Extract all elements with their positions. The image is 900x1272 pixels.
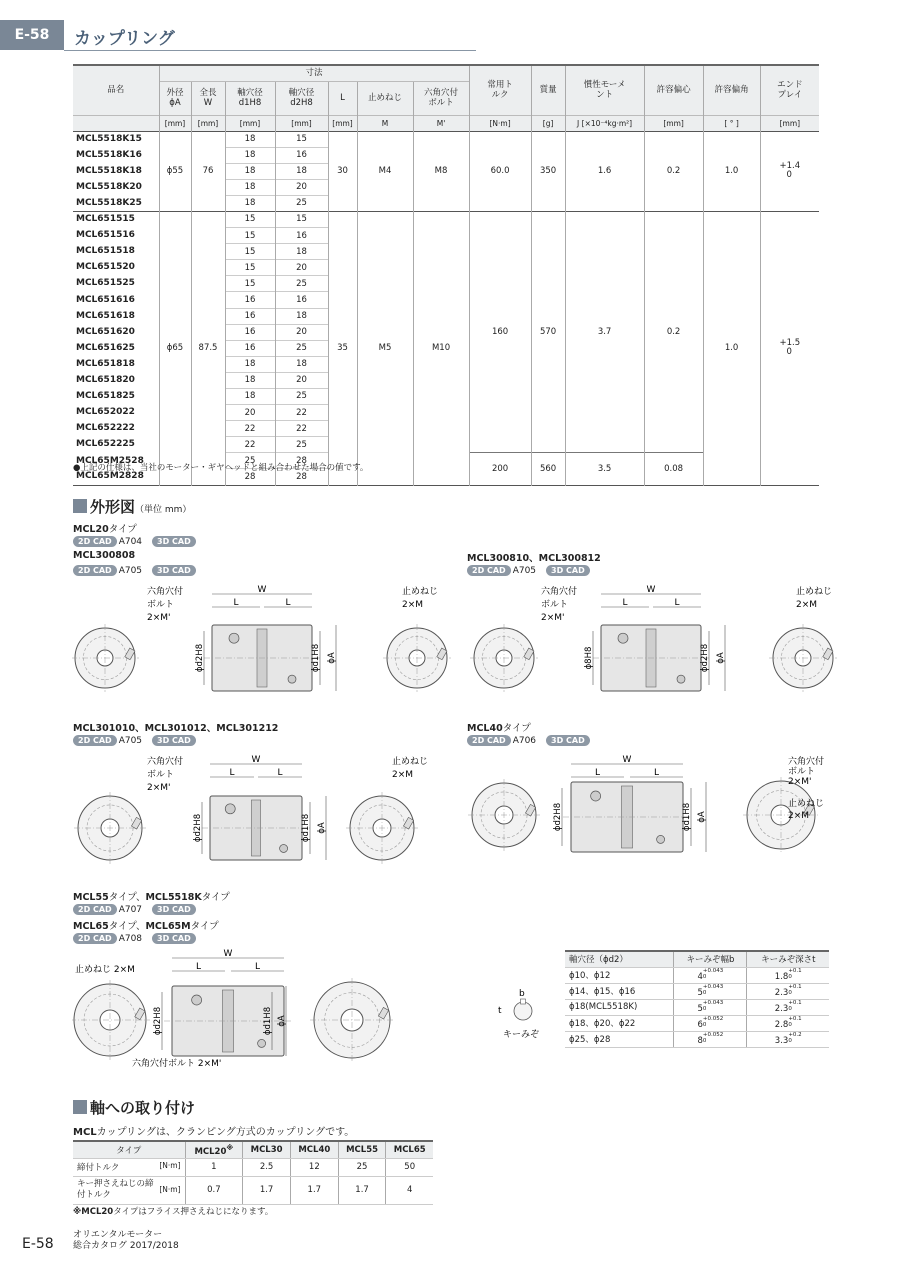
- spec-cell: 25: [275, 437, 328, 453]
- table-row: [565, 967, 829, 983]
- spec-cell: 0.2: [644, 131, 703, 211]
- unit-cell: [mm]: [644, 115, 703, 131]
- dim-d-right: ϕd1H8: [682, 802, 692, 832]
- spec-cell: 15: [225, 228, 275, 244]
- cad-row-mcl300810: 2D CAD A705 3D CAD: [467, 565, 592, 576]
- setscrew-label: 止めねじ: [796, 587, 833, 597]
- dim-d-left: ϕd2H8: [153, 1006, 163, 1036]
- spec-cell: 15: [225, 276, 275, 292]
- spec-cell: 20: [275, 324, 328, 340]
- kt-head: キーみぞ幅b: [674, 951, 747, 967]
- hex-bolt-label: ボルト: [147, 600, 175, 610]
- spec-cell: 16: [225, 340, 275, 356]
- bolt-icon: [280, 844, 288, 852]
- model-mcl300810: MCL300810、MCL300812: [467, 553, 601, 564]
- spec-cell: 1.0: [703, 131, 760, 211]
- spec-cell: M10: [413, 211, 469, 485]
- spec-cell: 18: [225, 147, 275, 163]
- head-setscrew: 止めねじ: [357, 81, 413, 115]
- kt-cell: ϕ25、ϕ28: [565, 1031, 674, 1047]
- dim-d-right: ϕd2H8: [700, 643, 710, 673]
- spec-cell: 20: [275, 260, 328, 276]
- dim-w: W: [622, 755, 632, 765]
- mount-heading: 軸への取り付け: [73, 1097, 195, 1118]
- part-number: MCL652022: [76, 407, 135, 418]
- spec-cell: 25: [275, 389, 328, 405]
- bolt-icon: [288, 675, 296, 683]
- cad-2d-badge[interactable]: 2D CAD: [73, 933, 117, 944]
- drawing-mcl20: [72, 580, 452, 705]
- kt-cell: 2.3+0.1 0: [747, 983, 829, 999]
- spec-cell: 160: [469, 211, 531, 452]
- spec-cell: 570: [531, 211, 565, 452]
- spec-cell: 3.5: [565, 453, 644, 485]
- dim-l: L: [285, 598, 291, 608]
- dim-d-left: ϕd2H8: [193, 813, 203, 843]
- spec-cell: 18: [275, 356, 328, 372]
- part-number: MCL651525: [76, 278, 135, 289]
- cad-3d-badge[interactable]: 3D CAD: [546, 735, 590, 746]
- spec-cell: 15: [275, 131, 328, 147]
- part-number: MCL651516: [76, 230, 135, 241]
- bolt-icon: [677, 675, 685, 683]
- spec-cell: 25: [275, 276, 328, 292]
- spec-cell: 18: [275, 308, 328, 324]
- spec-cell: M8: [413, 131, 469, 211]
- head-length: 全長 W: [191, 81, 225, 115]
- unit-cell: M': [413, 115, 469, 131]
- kt-cell: ϕ14、ϕ15、ϕ16: [565, 983, 674, 999]
- tt-cell: 1: [185, 1158, 243, 1176]
- dim-w: W: [223, 949, 233, 959]
- spec-cell: 16: [275, 292, 328, 308]
- table-row: [565, 999, 829, 1015]
- dim-d-left: ϕd2H8: [195, 643, 205, 673]
- spec-cell: 18: [225, 356, 275, 372]
- cad-row-mcl65: 2D CAD A708 3D CAD: [73, 933, 198, 944]
- table-row: [565, 1031, 829, 1047]
- dim-d-right: ϕd1H8: [301, 813, 311, 843]
- dim-l: L: [254, 962, 261, 972]
- tt-cell: 12: [290, 1158, 338, 1176]
- hex-bolt-label: 六角穴付: [541, 587, 578, 597]
- part-number: MCL65M2828: [76, 471, 144, 482]
- spec-cell: 30: [328, 131, 357, 211]
- head-angular: 許容偏角: [703, 65, 760, 115]
- keyway-label: キーみぞ: [503, 1030, 540, 1040]
- spec-cell: 560: [531, 453, 565, 485]
- spec-cell: 1.0: [703, 211, 760, 485]
- spec-cell: 28: [275, 469, 328, 485]
- part-number: MCL651518: [76, 246, 135, 257]
- setscrew-size: 2×M: [796, 600, 818, 610]
- page-title: カップリング: [74, 29, 175, 49]
- hex-bolt-label: ボルト: [788, 767, 816, 777]
- cad-row-mcl55: 2D CAD A707 3D CAD: [73, 904, 198, 915]
- unit-cell: [ ° ]: [703, 115, 760, 131]
- drawing-mcl40: [466, 750, 846, 875]
- spec-cell: 18: [275, 163, 328, 179]
- spec-cell: M4: [357, 131, 413, 211]
- tt-cell: 25: [338, 1158, 386, 1176]
- tt-head: MCL40: [290, 1141, 338, 1158]
- part-number: MCL5518K20: [76, 181, 142, 192]
- drawing-mcl3010: [72, 750, 452, 875]
- setscrew-size: 2×M: [392, 770, 414, 780]
- part-number: MCL65M2528: [76, 455, 144, 466]
- model-mcl65: MCL65タイプ、MCL65Mタイプ: [73, 921, 219, 932]
- setscrew-label: 止めねじ 2×M: [75, 965, 135, 975]
- footer-page: E-58: [22, 1236, 54, 1252]
- setscrew-label: 止めねじ: [788, 799, 825, 809]
- spec-cell: 22: [275, 421, 328, 437]
- cad-row-mcl20: 2D CAD A704 3D CAD: [73, 536, 198, 547]
- spec-cell: 28: [275, 453, 328, 469]
- hex-bolt-label: 六角穴付ボルト 2×M': [132, 1059, 222, 1069]
- spec-cell: ϕ65: [159, 211, 191, 485]
- screw-icon: [618, 633, 628, 643]
- spec-cell: 25: [275, 340, 328, 356]
- dim-l: L: [622, 598, 628, 608]
- cad-2d-badge[interactable]: 2D CAD: [73, 904, 117, 915]
- head-od: 外径 ϕA: [159, 81, 191, 115]
- table-row: [73, 1158, 433, 1176]
- dim-a: ϕA: [317, 822, 327, 834]
- spec-cell: 28: [225, 469, 275, 485]
- dim-w: W: [251, 755, 261, 765]
- drawing-mcl55: [72, 948, 452, 1073]
- spec-cell: 200: [469, 453, 531, 485]
- cad-3d-badge[interactable]: 3D CAD: [152, 933, 196, 944]
- spec-cell: 25: [275, 195, 328, 211]
- spec-cell: 18: [225, 131, 275, 147]
- section-square-icon: [73, 499, 87, 513]
- kt-cell: 2.3+0.1 0: [747, 999, 829, 1015]
- keyway-diagram: [495, 985, 555, 1045]
- hex-bolt-label: 六角穴付: [147, 587, 184, 597]
- dim-l: L: [674, 598, 680, 608]
- model-mcl300808: MCL300808: [73, 550, 136, 561]
- unit-cell: J [×10⁻⁴kg·m²]: [565, 115, 644, 131]
- dim-l: L: [229, 768, 235, 778]
- page-number-tab: E-58: [0, 20, 64, 50]
- spec-note: ●上記の仕様は、当社のモーター・ギヤヘッドと組み合わせた場合の値です。: [73, 463, 369, 473]
- screw-icon: [229, 633, 239, 643]
- head-part: 品名: [73, 65, 159, 115]
- tt-head: MCL65: [386, 1141, 433, 1158]
- table-row: [73, 131, 819, 147]
- spec-cell: 20: [275, 372, 328, 388]
- hex-bolt-label: ボルト: [147, 770, 175, 780]
- section-square-icon: [73, 1100, 87, 1114]
- spec-cell: 18: [275, 244, 328, 260]
- spec-cell: 35: [328, 211, 357, 485]
- head-hexbolt: 六角穴付ボルト: [413, 81, 469, 115]
- cad-3d-badge[interactable]: 3D CAD: [152, 904, 196, 915]
- head-bore2: 軸穴径 d2H8: [275, 81, 328, 115]
- dim-l: L: [233, 598, 239, 608]
- kt-cell: ϕ18、ϕ20、ϕ22: [565, 1015, 674, 1031]
- spec-cell: 18: [225, 389, 275, 405]
- spec-cell: 16: [225, 308, 275, 324]
- spec-cell: 22: [225, 437, 275, 453]
- head-bore1: 軸穴径 d1H8: [225, 81, 275, 115]
- part-number: MCL5518K18: [76, 165, 142, 176]
- table-row: [565, 983, 829, 999]
- spec-table: [73, 64, 819, 486]
- bolt-icon: [657, 835, 665, 843]
- kt-cell: ϕ10、ϕ12: [565, 967, 674, 983]
- spec-cell: 87.5: [191, 211, 225, 485]
- tt-label: キー押さえねじの締付トルク [N·m]: [73, 1176, 185, 1204]
- spec-cell: 15: [225, 211, 275, 227]
- head-torque: 常用トルク: [469, 65, 531, 115]
- unit-cell: [mm]: [275, 115, 328, 131]
- spec-cell: 20: [225, 405, 275, 421]
- spec-cell: 16: [225, 292, 275, 308]
- kt-cell: 8+0.052 0: [674, 1031, 747, 1047]
- kt-cell: 5+0.043 0: [674, 983, 747, 999]
- part-number: MCL651515: [73, 211, 159, 227]
- spec-cell: 16: [275, 228, 328, 244]
- tt-head: MCL30: [243, 1141, 291, 1158]
- spec-cell: 18: [225, 372, 275, 388]
- hex-bolt-size: 2×M': [541, 613, 565, 623]
- part-number: MCL651520: [76, 262, 135, 273]
- unit-cell: M: [357, 115, 413, 131]
- spec-cell: 15: [275, 211, 328, 227]
- setscrew-size: 2×M: [788, 811, 810, 821]
- hex-bolt-size: 2×M': [147, 783, 171, 793]
- dim-d-right: ϕd1H8: [263, 1006, 273, 1036]
- dim-a: ϕA: [327, 652, 337, 664]
- spec-cell: M5: [357, 211, 413, 485]
- header-rule: [64, 50, 476, 51]
- endplay-cell: +1.5 0: [760, 211, 819, 485]
- dim-a: ϕA: [277, 1015, 287, 1027]
- dim-w: W: [257, 585, 267, 595]
- cad-3d-badge[interactable]: 3D CAD: [152, 565, 196, 576]
- tt-cell: 1.7: [290, 1176, 338, 1204]
- spec-cell: 76: [191, 131, 225, 211]
- cad-2d-badge[interactable]: 2D CAD: [73, 565, 117, 576]
- cad-row-mcl40: 2D CAD A706 3D CAD: [467, 735, 592, 746]
- screw-icon: [225, 804, 235, 814]
- spec-cell: 16: [275, 147, 328, 163]
- model-mcl55: MCL55タイプ、MCL5518Kタイプ: [73, 892, 230, 903]
- keyway-t-label: t: [498, 1006, 502, 1016]
- hex-bolt-label: 六角穴付: [788, 757, 825, 767]
- bolt-icon: [258, 1039, 266, 1047]
- dim-a: ϕA: [716, 652, 726, 664]
- head-inertia: 慣性モーメント: [565, 65, 644, 115]
- hex-bolt-size: 2×M': [788, 777, 812, 787]
- cad-2d-badge[interactable]: 2D CAD: [467, 735, 511, 746]
- kt-head: キーみぞ深さt: [747, 951, 829, 967]
- part-number: MCL5518K16: [76, 149, 142, 160]
- part-number: MCL651825: [76, 391, 135, 402]
- screw-icon: [192, 995, 202, 1005]
- part-number: MCL652222: [76, 423, 135, 434]
- kt-cell: 5+0.043 0: [674, 999, 747, 1015]
- spec-cell: 60.0: [469, 131, 531, 211]
- shaft-icon: [514, 1002, 532, 1020]
- tt-cell: 50: [386, 1158, 433, 1176]
- unit-cell: [mm]: [191, 115, 225, 131]
- dim-d-right: ϕd1H8: [311, 643, 321, 673]
- tt-head: MCL55: [338, 1141, 386, 1158]
- table-row: [565, 1015, 829, 1031]
- keyway-table: [565, 950, 829, 1048]
- dim-a: ϕA: [697, 811, 707, 823]
- key-slot: [521, 999, 526, 1004]
- tt-head: タイプ: [73, 1141, 185, 1158]
- tt-cell: 4: [386, 1176, 433, 1204]
- spec-cell: 3.7: [565, 211, 644, 452]
- hex-bolt-label: ボルト: [541, 600, 569, 610]
- part-number: MCL651818: [76, 358, 135, 369]
- tt-cell: 1.7: [243, 1176, 291, 1204]
- spec-cell: 16: [225, 324, 275, 340]
- tt-label: 締付トルク [N·m]: [73, 1158, 185, 1176]
- head-mass: 質量: [531, 65, 565, 115]
- part-number: MCL651616: [76, 294, 135, 305]
- part-number: MCL5518K25: [76, 197, 142, 208]
- cad-2d-badge[interactable]: 2D CAD: [73, 735, 117, 746]
- spec-cell: 0.08: [644, 453, 703, 485]
- mount-lead: MCLカップリングは、クランピング方式のカップリングです。: [73, 1127, 355, 1138]
- model-mcl40: MCL40タイプ: [467, 723, 531, 734]
- dim-d-left: ϕ8H8: [584, 646, 594, 670]
- model-mcl3010: MCL301010、MCL301012、MCL301212: [73, 723, 279, 734]
- kt-cell: ϕ18(MCL5518K): [565, 999, 674, 1015]
- unit-cell: [g]: [531, 115, 565, 131]
- spec-cell: 350: [531, 131, 565, 211]
- spec-cell: 22: [225, 421, 275, 437]
- outline-heading: 外形図（単位 mm）: [73, 496, 191, 517]
- table-row: [73, 211, 819, 227]
- part-number: MCL651618: [76, 310, 135, 321]
- head-endplay: エンドプレイ: [760, 65, 819, 115]
- part-number: MCL5518K15: [73, 131, 159, 147]
- hex-bolt-size: 2×M': [147, 613, 171, 623]
- dim-l: L: [195, 962, 202, 972]
- unit-cell: [mm]: [159, 115, 191, 131]
- tt-cell: 0.7: [185, 1176, 243, 1204]
- table-row: [73, 1176, 433, 1204]
- kt-cell: 6+0.052 0: [674, 1015, 747, 1031]
- head-L: L: [328, 81, 357, 115]
- unit-cell: [N·m]: [469, 115, 531, 131]
- spec-cell: 22: [275, 405, 328, 421]
- dim-l: L: [277, 768, 283, 778]
- spec-cell: 18: [225, 195, 275, 211]
- part-number: MCL652225: [76, 439, 135, 450]
- kt-cell: 1.8+0.1 0: [747, 967, 829, 983]
- setscrew-label: 止めねじ: [402, 587, 439, 597]
- unit-blank: [73, 115, 159, 131]
- head-eccentric: 許容偏心: [644, 65, 703, 115]
- unit-cell: [mm]: [225, 115, 275, 131]
- spec-cell: 0.2: [644, 211, 703, 452]
- kt-cell: 3.3+0.2 0: [747, 1031, 829, 1047]
- footer-catalog: オリエンタルモーター 総合カタログ 2017/2018: [73, 1230, 179, 1251]
- spec-cell: ϕ55: [159, 131, 191, 211]
- mount-note: ※MCL20タイプはフライス押さえねじになります。: [73, 1207, 274, 1217]
- cad-row-mcl300808: 2D CAD A705 3D CAD: [73, 565, 198, 576]
- cad-3d-badge[interactable]: 3D CAD: [152, 735, 196, 746]
- tt-head: MCL20※: [185, 1141, 243, 1158]
- model-mcl20: MCL20タイプ: [73, 524, 137, 535]
- drawing-mcl300810: [466, 580, 846, 705]
- spec-cell: 20: [275, 179, 328, 195]
- spec-cell: 15: [225, 244, 275, 260]
- kt-cell: 4+0.043 0: [674, 967, 747, 983]
- dim-w: W: [646, 585, 656, 595]
- spec-cell: 18: [225, 163, 275, 179]
- hex-bolt-label: 六角穴付: [147, 757, 184, 767]
- spec-cell: 15: [225, 260, 275, 276]
- unit-cell: [mm]: [328, 115, 357, 131]
- cad-2d-badge[interactable]: 2D CAD: [467, 565, 511, 576]
- part-number: MCL651820: [76, 375, 135, 386]
- endplay-cell: +1.4 0: [760, 131, 819, 211]
- spec-cell: 18: [225, 179, 275, 195]
- dim-l: L: [653, 768, 660, 778]
- tt-cell: 2.5: [243, 1158, 291, 1176]
- cad-3d-badge[interactable]: 3D CAD: [546, 565, 590, 576]
- cad-2d-badge[interactable]: 2D CAD: [73, 536, 117, 547]
- setscrew-label: 止めねじ: [392, 757, 429, 767]
- screw-icon: [591, 791, 601, 801]
- cad-3d-badge[interactable]: 3D CAD: [152, 536, 196, 547]
- tt-cell: 1.7: [338, 1176, 386, 1204]
- keyway-b-label: b: [519, 989, 525, 999]
- part-number: MCL651625: [76, 342, 135, 353]
- kt-head: 軸穴径（ϕd2）: [565, 951, 674, 967]
- part-number: MCL651620: [76, 326, 135, 337]
- head-dims: 寸法: [159, 65, 469, 81]
- tightening-table: [73, 1140, 433, 1205]
- cad-row-mcl3010: 2D CAD A705 3D CAD: [73, 735, 198, 746]
- unit-cell: [mm]: [760, 115, 819, 131]
- spec-cell: 25: [225, 453, 275, 469]
- spec-cell: 1.6: [565, 131, 644, 211]
- kt-cell: 2.8+0.1 0: [747, 1015, 829, 1031]
- dim-l: L: [594, 768, 601, 778]
- setscrew-size: 2×M: [402, 600, 424, 610]
- dim-d-left: ϕd2H8: [553, 802, 563, 832]
